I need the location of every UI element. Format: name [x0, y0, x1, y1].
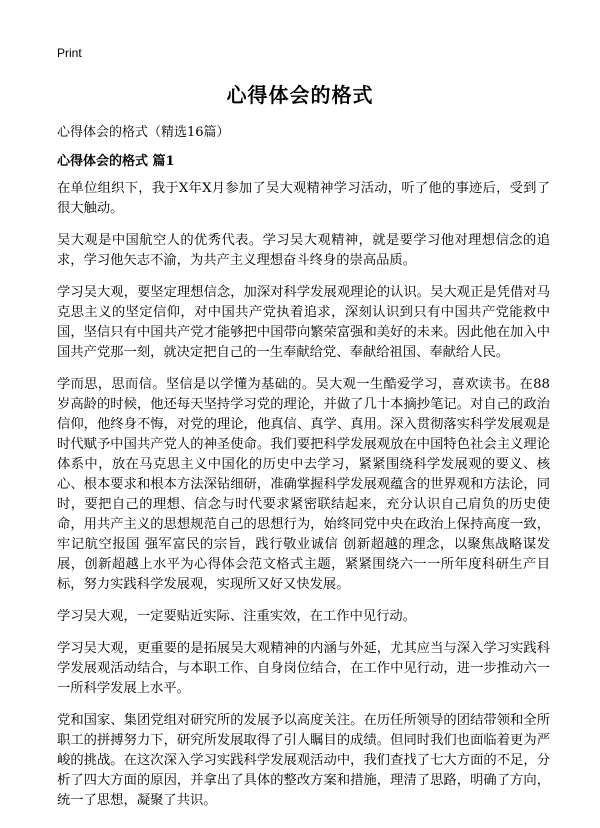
section-heading: 心得体会的格式 篇1 [57, 154, 175, 169]
article-body [57, 179, 550, 823]
paragraph-5: 学习吴大观，一定要贴近实际、注重实效，在工作中见行动。 [57, 609, 417, 624]
paragraph-1: 在单位组织下，我于X年X月参加了吴大观精神学习活动，听了他的事迹后，受到了很大触动。 [57, 181, 550, 216]
page-title: 心得体会的格式 [226, 83, 374, 107]
paragraph-6: 学习吴大观，更重要的是拓展吴大观精神的内涵与外延，尤其应当与深入学习实践科学发展观活动结合，与本职工作、自身岗位结合，在工作中见行动，进一步推动六一一所科学发展上水平。 [57, 641, 550, 696]
paragraph-2: 吴大观是中国航空人的优秀代表。学习吴大观精神，就是要学习他对理想信念的追求，学习他矢志不渝，为共产主义理想奋斗终身的崇高品质。 [57, 233, 550, 268]
paragraph-7: 党和国家、集团党组对研究所的发展予以高度关注。在历任所领导的团结带领和全所职工的拼搏努力下，研究所发展取得了引人瞩目的成绩。但同时我们也面临着更为严峻的挑战。在这次深入学习实践科学发展观活动中，我们查找了七大方面的不足，分析了四大方面的原因，并拿出了具体的整改方案和措施，理清了思路，明确了方向，统一了思想，凝聚了共识。 [57, 713, 550, 808]
paragraph-3: 学习吴大观，要坚定理想信念，加深对科学发展观理论的认识。吴大观正是凭借对马克思主义的坚定信仰，对中国共产党执着追求，深刻认识到只有中国共产党能救中国，坚信只有中国共产党才能够把中国带向繁荣富强和美好的未来。因此他在加入中国共产党那一刻，就决定把自己的一生奉献给党、奉献给祖国、奉献给人民。 [57, 285, 550, 360]
paragraph-4: 学而思，思而信。坚信是以学懂为基础的。吴大观一生酷爱学习，喜欢读书。在88岁高龄的时候，他还每天坚持学习党的理论，并做了几十本摘抄笔记。对自己的政治信仰，他终身不悔，对党的理论，他真信、真学、真用。深入贯彻落实科学发展观是时代赋予中国共产党人的神圣使命。我们要把科学发展观放在中国特色社会主义理论体系中，放在马克思主义中国化的历史中去学习，紧紧围绕科学发展观的要义、核心、根本要求和根本方法深钻细研，准确掌握科学发展观蕴含的世界观和方法论，同时，要把自己的理想、信念与时代要求紧密联结起来，充分认识自己肩负的历史使命，用共产主义的思想规范自己的思想行为，始终同党中央在政治上保持高度一致，牢记航空报国 强军富民的宗旨，践行敬业诚信 创新超越的理念，以聚焦战略谋发展，创新超越上水平为心得体会范文格式主题，紧紧围绕六一一所年度科研生产目标，努力实践科学发展观，实现所又好又快发展。 [57, 377, 550, 592]
document-subtitle: 心得体会的格式（精选16篇） [57, 125, 230, 140]
print-link[interactable]: Print [57, 46, 82, 60]
